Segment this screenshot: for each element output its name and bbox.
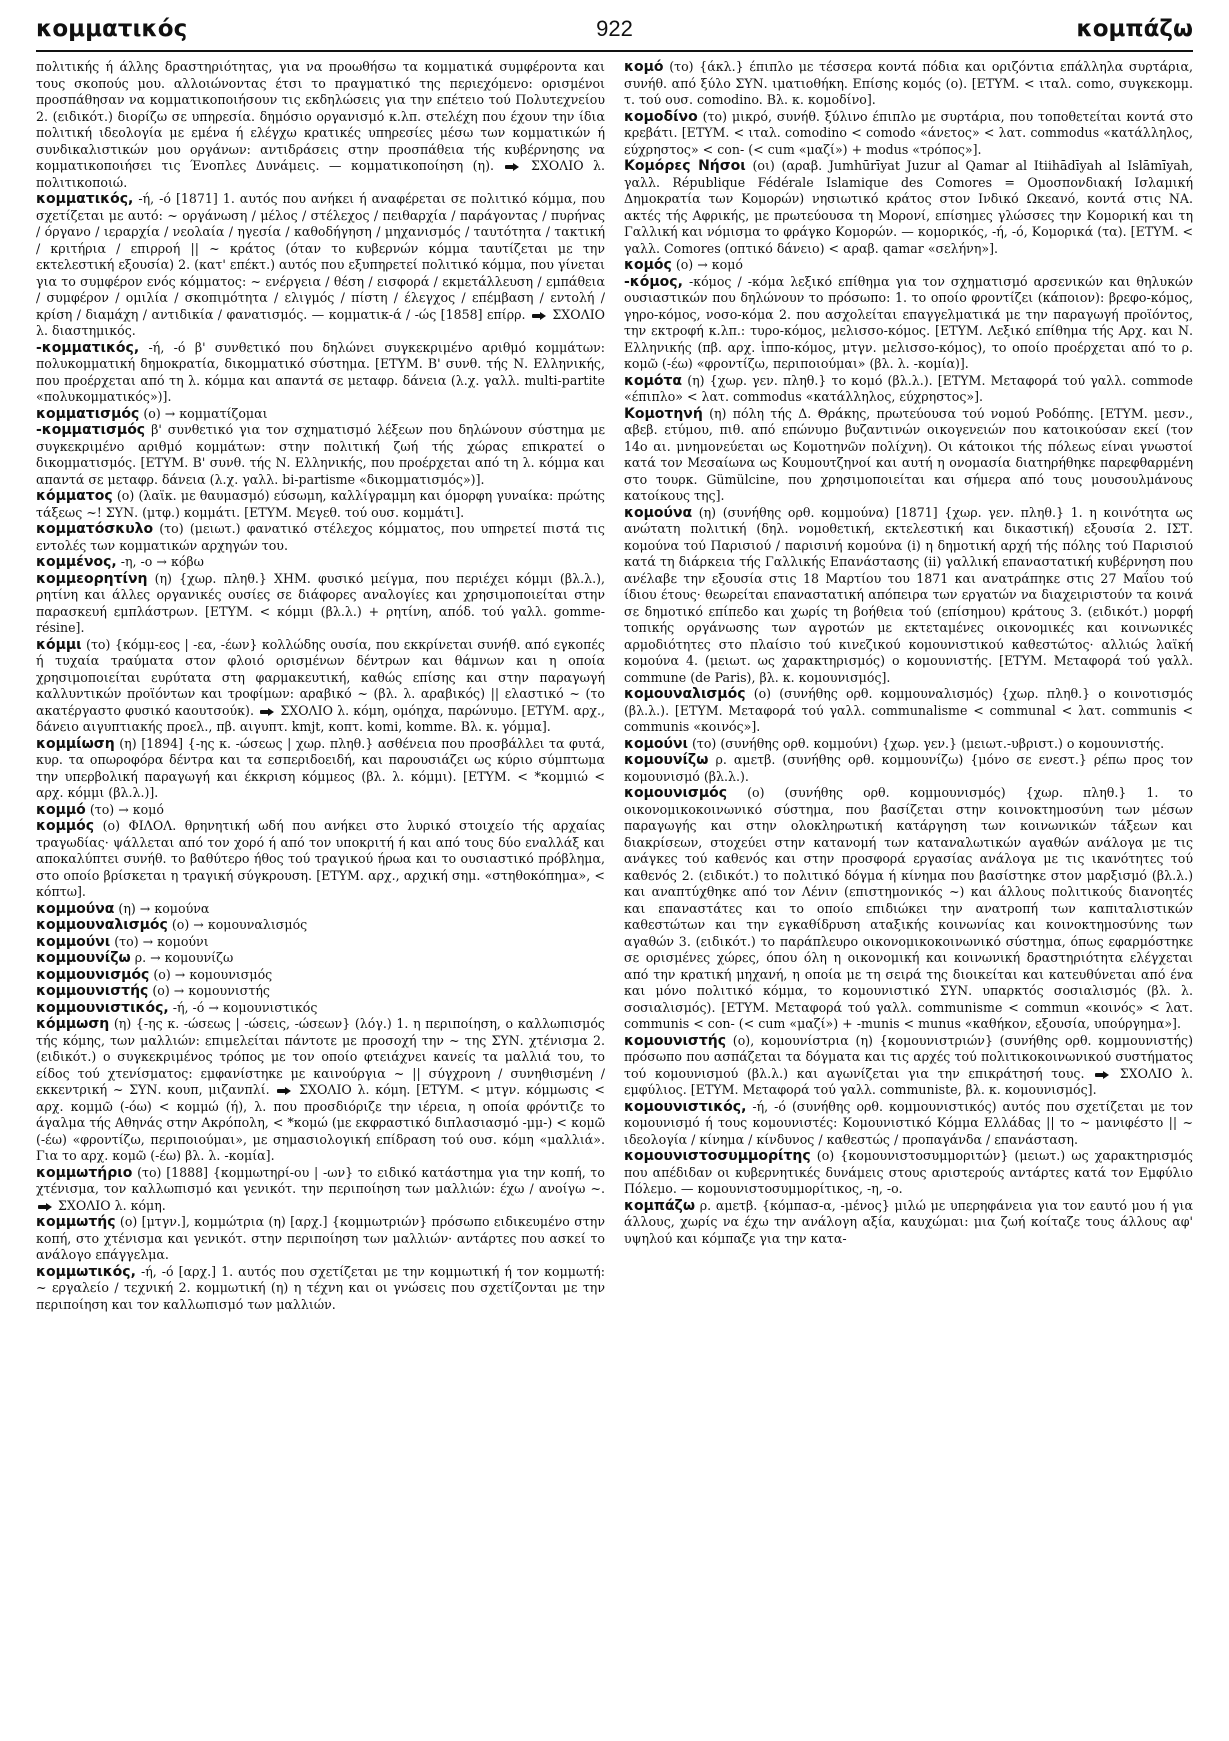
right-column bbox=[624, 59, 1193, 1727]
dictionary-entry bbox=[36, 1165, 605, 1215]
dictionary-entry bbox=[624, 406, 1193, 505]
dictionary-entry bbox=[624, 257, 1193, 274]
entry-headword: κόμμι bbox=[36, 636, 82, 653]
entry-headword: κομμωτήριο bbox=[36, 1164, 133, 1181]
entry-definition: -ή, -ό β' συνθετικό που δηλώνει συγκεκριμένο αριθμό κομμάτων: πολυκομματική δημοκρατία, δικομματικό σύστημα. [ΕΤΥΜ. Β' συνθ. τής Ν. Ελληνικής, που προέρχεται από τη λ. κόμμα και απαντά σε μεταφρ. δάνεια (λ.χ. γαλλ. multi-partite «πολυκομματικός»)]. bbox=[36, 339, 605, 404]
dictionary-entry bbox=[624, 373, 1193, 406]
dictionary-entry bbox=[36, 422, 605, 488]
entry-definition: ρ. → κομουνίζω bbox=[134, 950, 234, 965]
entry-headword: κομμός bbox=[36, 818, 95, 834]
dictionary-entry bbox=[36, 1214, 605, 1264]
entry-definition: (το) {άκλ.} έπιπλο με τέσσερα κοντά πόδια και οριζόντια επάλληλα συρτάρια, συνήθ. από ξύλο ΣΥΝ. ιματιοθήκη. Επίσης κομός (ο). [ΕΤΥΜ. < ιταλ. como, συγκεκομμ. τ. τού ουσ. comodino. Βλ. κ. κομοδίνο]. bbox=[624, 59, 1193, 107]
running-head bbox=[36, 16, 1193, 46]
left-guide-word: κομματικός bbox=[36, 16, 188, 42]
dictionary-entry bbox=[36, 488, 605, 521]
entry-headword: κομμούνι bbox=[36, 933, 111, 950]
entry-definition: (ο) (συνήθης ορθ. κομμουναλισμός) {χωρ. πληθ.} ο κοινοτισμός (βλ.λ.). [ΕΤΥΜ. Μεταφορά τού γαλλ. communalisme < communal < λατ. communis < communis «κοινός»]. bbox=[624, 686, 1193, 734]
dictionary-entry bbox=[624, 1148, 1193, 1198]
entry-definition: (ο), κομουνίστρια (η) {κομουνιστριών} (συνήθης ορθ. κομμουνιστής) πρόσωπο που ασπάζεται τα δόγματα και τις αρχές τού πολιτικοκοινωνικού συστήματος τού κομουνισμού (βλ.λ.) και αγωνίζεται για την επικράτησή τους. ΣΧΟΛΙΟ λ. εμφύλιος. [ΕΤΥΜ. Μεταφορά τού γαλλ. communiste, βλ. κ. κομουνισμός]. bbox=[624, 1032, 1193, 1097]
entry-definition: -η, -ο → κόβω bbox=[120, 554, 204, 569]
dictionary-entry bbox=[624, 59, 1193, 109]
entry-definition: (το) → κομό bbox=[89, 801, 164, 817]
dictionary-entry bbox=[36, 340, 605, 406]
dictionary-entry bbox=[36, 736, 605, 802]
entry-headword: κομό bbox=[624, 59, 664, 75]
dictionary-entry bbox=[36, 950, 605, 967]
entry-definition: (το) (μειωτ.) φανατικό στέλεχος κόμματος, που υπηρετεί πιστά τις εντολές των κομματικών αρχηγών του. bbox=[36, 521, 605, 553]
entry-headword: κομουναλισμός bbox=[624, 686, 746, 702]
entry-definition: (το) μικρό, συνήθ. ξύλινο έπιπλο με συρτάρια, που τοποθετείται κοντά στο κρεβάτι. [ΕΤΥΜ. < ιταλ. comodino < comodo «άνετος» < λατ. commodus «κατάλληλος, εύχρηστος» < con- (< cum «μαζί») + modus «τρόπος»]. bbox=[624, 108, 1193, 157]
dictionary-entry bbox=[624, 1033, 1193, 1099]
entry-headword: κομουνίζω bbox=[624, 752, 709, 768]
dictionary-entry bbox=[36, 983, 605, 1000]
entry-headword: κομμωτικός, bbox=[36, 1263, 136, 1280]
dictionary-entry bbox=[36, 554, 605, 571]
pointing-hand-icon bbox=[38, 1202, 52, 1211]
dictionary-entry bbox=[36, 967, 605, 984]
entry-headword: κομματόσκυλο bbox=[36, 521, 154, 537]
pointing-hand-icon bbox=[532, 311, 546, 320]
entry-definition: (το) [1888] {κομμωτηρί-ου | -ων} το ειδικό κατάστημα για την κοπή, το χτένισμα, τον καλλωπισμό και γενικότ. την περιποίηση των μαλλιών: έχω / ανοίγω ~. ΣΧΟΛΙΟ λ. κόμη. bbox=[36, 1164, 605, 1213]
pointing-hand-icon bbox=[505, 162, 519, 171]
dictionary-entry bbox=[624, 158, 1193, 257]
entry-headword: κομμουνίζω bbox=[36, 950, 131, 966]
dictionary-entry bbox=[36, 191, 605, 340]
entry-definition: πολιτικής ή άλλης δραστηριότητας, για να προωθήσω τα κομματικά συμφέροντα και τους σκοπούς μου. αλλοιώνοντας έτσι το πραγματικό της περιεχόμενο: ορισμένοι προσπάθησαν να κομματικοποιήσουν τις εκδηλώσεις για την επέτειο τού Πολυτεχνείου 2. (ειδικότ.) διορίζω σε υπηρεσία. δημόσιο οργανισμό κ.λπ. στελέχη που έχουν την ίδια πολιτική ιδεολογία με εμένα ή ελέγχω κρατικές υπηρεσίες μέσω των κομματικών ή συνδικαλιστικών μου οργάνων: αντιδράσεις στην προσπάθεια τής κυβέρνησης να κομματικοποιήσει τις Ένοπλες Δυνάμεις. — κομματικοποίηση (η). ΣΧΟΛΙΟ λ. πολιτικοποιώ. bbox=[36, 59, 605, 190]
pointing-hand-icon bbox=[260, 707, 274, 716]
entry-headword: κομμίωση bbox=[36, 735, 115, 752]
entry-definition: (ο) [μτγν.], κομμώτρια (η) [αρχ.] {κομμωτριών} πρόσωπο ειδικευμένο στην κοπή, στο χτένισμα και γενικότ. στην περιποίηση των μαλλιών· αντάρτες που ασκεί το ανάλογο επάγγελμα. bbox=[36, 1214, 605, 1262]
pointing-hand-icon bbox=[277, 1086, 291, 1095]
dictionary-entry bbox=[36, 406, 605, 423]
entry-definition: -ή, -ό → κομουνιστικός bbox=[172, 999, 318, 1015]
entry-definition: (ο) (συνήθης ορθ. κομμουνισμός) {χωρ. πληθ.} 1. το οικονομικοκοινωνικό σύστημα, που βασίζεται στην κοινοκτημοσύνη των μέσων παραγωγής και στην ολοκληρωτική κατάργηση των κοινωνικών τάξεων και διακρίσεων, στοχεύει στην κατανομή των καταναλωτικών αγαθών ανάλογα με τις ανάγκες τού καθενός και στην προσφορά εργασίας ανάλογα με τις ικανότητες τού καθενός 2. (ειδικότ.) το πολιτικό δόγμα ή κίνημα που βασίστηκε στον μαρξισμό (βλ.λ.) και αναπτύχθηκε από τον Λένιν (επιστημονικός ~) και άλλους πολιτικούς διανοητές και επαναστάτες και το οποίο επιδιώκει την ανατροπή των καπιταλιστικών καθεστώτων και την εγκαθίδρυση αταξικής κοινωνίας και κοινοκτημοσύνης των αγαθών 3. (ειδικότ.) το παράπλευρο οικονομικοκοινωνικό σύστημα, όπως εφαρμόστηκε σε ορισμένες χώρες, όπου όλη η οικονομική και κοινωνική δραστηριότητα ελέγχεται από την κρατική μηχανή, η οποία με τη σειρά της διοικείται και κατευθύνεται από ένα και μόνο πολιτικό κόμμα, το κομουνιστικό ΣΥΝ. υπαρκτός σοσιαλισμός (βλ. λ. σοσιαλισμός). [ΕΤΥΜ. Μεταφορά τού γαλλ. communisme < commun «κοινός» < λατ. communis < con- (< cum «μαζί») + -munis < munus «καθήκον, εξουσία, υπούργημα»]. bbox=[624, 785, 1193, 1031]
dictionary-entry bbox=[624, 1099, 1193, 1149]
entry-definition: (το) {κόμμ-εος | -εα, -έων} κολλώδης ουσία, που εκκρίνεται συνήθ. από εγκοπές ή τυχαία τραύματα στον φλοιό ορισμένων δέντρων και θάμνων και η οποία χρησιμοποιείται ευρύτατα στη φαρμακευτική, καθώς επίσης και στην παραγωγή καλλυντικών προϊόντων και τροφίμων: αραβικό ~ (βλ. λ. αραβικός) || ελαστικό ~ (το ακατέργαστο φυσικό καουτσούκ). ΣΧΟΛΙΟ λ. κόμη, ομόηχα, παρώνυμο. [ΕΤΥΜ. αρχ., δάνειο αιγυπτιακής προελ., πβ. αιγυπτ. kmjt, κοπτ. komi, komme. Βλ. κ. γόμμα]. bbox=[36, 636, 605, 734]
entry-headword: -κομματισμός bbox=[36, 422, 146, 438]
entry-headword: κομμό bbox=[36, 801, 86, 818]
entry-definition: (ο) → κομματίζομαι bbox=[143, 405, 268, 421]
left-column bbox=[36, 59, 605, 1727]
dictionary-entry bbox=[36, 1000, 605, 1017]
right-guide-word: κομπάζω bbox=[1076, 16, 1193, 42]
entry-definition: -ή, -ό (συνήθης ορθ. κομμουνιστικός) αυτός που σχετίζεται με τον κομουνισμό ή τους κομουνιστές: Κομουνιστικό Κόμμα Ελλάδας || το ~ μανιφέστο || ~ ιδεολογία / κίνημα / κίνδυνος / καθεστώς / προπαγάνδα / επανάσταση. bbox=[624, 1098, 1193, 1147]
entry-definition: (η) [1894] {-ης κ. -ώσεως | χωρ. πληθ.} ασθένεια που προσβάλλει τα φυτά, κυρ. τα οπωροφόρα δέντρα και τα εσπεριδοειδή, και παρουσιάζει ως κύριο σύμπτωμα την υπερβολική παραγωγή και έκκριση κόμμεος (βλ. λ. κόμμι). [ΕΤΥΜ. < *κομμιώ < αρχ. κόμμι (βλ.λ.)]. bbox=[36, 735, 605, 800]
entry-headword: κομματισμός bbox=[36, 405, 140, 422]
entry-definition: (η) πόλη τής Δ. Θράκης, πρωτεύουσα τού νομού Ροδόπης. [ΕΤΥΜ. μεσν., αβεβ. ετύμου, πιθ. από επώνυμο βυζαντινών οικογενειών που κατοικούσαν εκεί (τον 14ο αι. μνημονεύεται ως Κομοτηνῶν πολίχνη). Οι κάτοικοι τής πόλεως είναι γνωστοί κατά τον Μεσαίωνα ως Κουμουτζηνοί και αυτή η ονομασία διατηρήθηκε παρεφθαρμένη στο τουρκ. Gümülcine, που χρησιμοποιείται και σήμερα από τους μουσουλμάνους κατοίκους της]. bbox=[624, 405, 1193, 503]
dictionary-entry bbox=[624, 505, 1193, 687]
dictionary-entry bbox=[624, 274, 1193, 373]
entry-headword: κομουνιστής bbox=[624, 1032, 727, 1049]
entry-definition: (η) {χωρ. πληθ.} ΧΗΜ. φυσικό μείγμα, που περιέχει κόμμι (βλ.λ.), ρητίνη και άλλες οργανικές ουσίες σε διάφορες αναλογίες και χρησιμοποιείται στην παρασκευή εμπλάστρων. [ΕΤΥΜ. < κόμμι (βλ.λ.) + ρητίνη, απόδ. τού γαλλ. gomme-résine]. bbox=[36, 570, 605, 635]
entry-headword: κομούνι bbox=[624, 735, 688, 752]
entry-headword: κομοδίνο bbox=[624, 108, 698, 125]
dictionary-entry bbox=[624, 752, 1193, 785]
entry-headword: κομότα bbox=[624, 372, 683, 389]
entry-headword: κομμωτής bbox=[36, 1214, 116, 1230]
entry-headword: -κόμος, bbox=[624, 273, 683, 290]
dictionary-entry bbox=[624, 109, 1193, 159]
dictionary-entry bbox=[36, 802, 605, 819]
entry-definition: (το) → κομούνι bbox=[114, 933, 209, 949]
entry-definition: (ο) {κομουνιστοσυμμοριτών} (μειωτ.) ως χαρακτηρισμός που απέδιδαν οι κυβερνητικές δυνάμεις στους αριστερούς αντάρτες κατά τον Εμφύλιο Πόλεμο. — κομουνιστοσυμμορίτικος, -η, -ο. bbox=[624, 1148, 1193, 1196]
entry-definition: (οι) (αραβ. Jumhūrīyat Juzur al Qamar al Itiihādīyah al Islāmīyah, γαλλ. République Fédérale Islamique des Comores = Ομοσπονδιακή Ισλαμική Δημοκρατία των Κομορών) νησιωτικό κράτος στον Ινδικό Ωκεανό, κοντά στις ΝΑ. ακτές τής Αφρικής, με πρωτεύουσα τη Μορονί, επίσημες γλώσσες την Κομορική και τη Γαλλική και νόμισμα το φράγκο Κομορών. — κομορικός, -ή, -ό, Κομορικά (τα). [ΕΤΥΜ. < γαλλ. Comores (οπτικό δάνειο) < αραβ. qamar «σελήνη»]. bbox=[624, 158, 1193, 256]
entry-definition: ρ. αμετβ. (συνήθης ορθ. κομμουνίζω) {μόνο σε ενεστ.} ρέπω προς τον κομουνισμό (βλ.λ.). bbox=[624, 752, 1193, 784]
dictionary-entry bbox=[36, 1264, 605, 1314]
entry-definition: -κόμος / -κόμα λεξικό επίθημα για τον σχηματισμό αρσενικών και θηλυκών ουσιαστικών που δηλώνουν το πρόσωπο: 1. το οποίο φροντίζει (κάποιον): βρεφο-κόμος, γηρο-κόμος, νοσο-κόμα 2. που ασχολείται επαγγελματικά με την παραγωγή προϊόντος, την εκτροφή κ.λπ.: τυρο-κόμος, μελισσο-κόμος. [ΕΤΥΜ. Λεξικό επίθημα τής Αρχ. και Ν. Ελληνικής (πβ. αρχ. ἱππο-κόμος, μτγν. μελισσο-κόμος), το οποίο προέρχεται από το ρ. κομῶ (-έω) «φροντίζω, περιποιούμαι» (βλ. λ. -κομία)]. bbox=[624, 273, 1193, 371]
entry-definition: (ο) → κομό bbox=[675, 257, 743, 272]
entry-headword: κομμένος, bbox=[36, 554, 117, 570]
entry-headword: κομουνιστοσυμμορίτης bbox=[624, 1148, 811, 1164]
entry-headword: κομμουνιστικός, bbox=[36, 999, 169, 1016]
entry-definition: (ο) → κομουναλισμός bbox=[171, 917, 308, 932]
dictionary-entry bbox=[624, 1198, 1193, 1248]
entry-definition: (ο) (λαϊκ. με θαυμασμό) εύσωμη, καλλίγραμμη και όμορφη γυναίκα: πρώτης τάξεως ~! ΣΥΝ. (μτφ.) κομμάτι. [ΕΤΥΜ. Μεγεθ. τού ουσ. κομμάτι]. bbox=[36, 488, 605, 520]
entry-definition: (ο) → κομουνισμός bbox=[153, 966, 273, 982]
pointing-hand-icon bbox=[1095, 1070, 1109, 1079]
entry-headword: κόμματος bbox=[36, 488, 113, 504]
dictionary-entry bbox=[36, 59, 605, 191]
dictionary-entry bbox=[36, 901, 605, 918]
entry-headword: κομμουναλισμός bbox=[36, 917, 168, 933]
dictionary-entry bbox=[36, 637, 605, 736]
entry-headword: κομμουνιστής bbox=[36, 983, 149, 999]
entry-headword: κομός bbox=[624, 257, 672, 273]
entry-headword: κομούνα bbox=[624, 504, 693, 521]
entry-definition: β' συνθετικό για τον σχηματισμό λέξεων που δηλώνουν σύστημα με συγκεκριμένο αριθμό κομμάτων: στην πολιτική ζωή τής χώρας επικρατεί ο δικομματισμός. [ΕΤΥΜ. Β' συνθ. τής Ν. Ελληνικής, που προέρχεται από τη λ. κόμμα και απαντά σε μεταφρ. δάνεια (λ.χ. γαλλ. bi-partisme «δικομματισμός»)]. bbox=[36, 422, 605, 487]
entry-headword: Κομοτηνή bbox=[624, 405, 703, 422]
entry-headword: κομματικός, bbox=[36, 191, 134, 207]
dictionary-entry bbox=[36, 521, 605, 554]
entry-headword: κομμεορητίνη bbox=[36, 570, 148, 587]
entry-definition: -ή, -ό [αρχ.] 1. αυτός που σχετίζεται με την κομμωτική ή τον κομμωτή: ~ εργαλείο / τεχνική 2. κομμωτική (η) η τέχνη και οι γνώσεις που σχετίζονται με την περιποίηση και τον καλλωπισμό των μαλλιών. bbox=[36, 1263, 605, 1312]
entry-definition: -ή, -ό [1871] 1. αυτός που ανήκει ή αναφέρεται σε πολιτικό κόμμα, που σχετίζεται με αυτό: ~ οργάνωση / μέλος / στέλεχος / πειθαρχία / παράγοντας / πυρήνας / όργανο / ιεραρχία / νεολαία / ηγεσία / καθοδήγηση / μηχανισμός / ταυτότητα / τακτική / κριτήρια / επιρροή || ~ κράτος (όταν το κυβερνών κόμμα ταυτίζεται με την εκτελεστική εξουσία) 2. (κατ' επέκτ.) αυτός που εξυπηρετεί πολιτικό κόμμα, που γίνεται για το συμφέρον ενός κόμματος: ~ ενέργεια / θέση / εισφορά / εκμετάλλευση / εμπάθεια / συμφέρον / ομιλία / σκοπιμότητα / ελιγμός / πίστη / έλεγχος / επέμβαση / εντολή / κρίση / διαμάχη / αντιδικία / φανατισμός. — κομματικ-ά / -ώς [1858] επίρρ. ΣΧΟΛΙΟ λ. διαστημικός. bbox=[36, 191, 605, 338]
entry-headword: κομουνισμός bbox=[624, 785, 728, 801]
entry-headword: κομουνιστικός, bbox=[624, 1098, 747, 1115]
entry-definition: (η) → κομούνα bbox=[118, 900, 210, 916]
two-column-body bbox=[36, 59, 1193, 1727]
dictionary-entry bbox=[624, 686, 1193, 736]
entry-definition: (η) (συνήθης ορθ. κομμούνα) [1871] {χωρ. γεν. πληθ.} 1. η κοινότητα ως ανώτατη πολιτική (δηλ. νομοθετική, εκτελεστική και δικαστική) εξουσία 2. ΙΣΤ. κομούνα τού Παρισιού / παρισινή κομούνα (i) η δημοτική αρχή τής πόλης τού Παρισιού κατά τη διάρκεια τής Γαλλικής Επανάστασης (ii) γαλλική επαναστατική κυβέρνηση που ανέλαβε την εξουσία στις 18 Μαρτίου του 1871 και ανατράπηκε στις 27 Μαΐου τού ίδιου έτους· θεωρείται επαναστατική απόπειρα των εργατών να διαχειριστούν τα κοινά σε δημοτικό επίπεδο και χωρίς τη βοήθεια τού (επίσημου) κράτους 3. (ειδικότ.) μορφή τοπικής οργάνωσης των αγροτών με εκτεταμένες οικονομικές και κοινωνικές αρμοδιότητες στο πλαίσιο τού κινεζικού κομουνιστικού καθεστώτος· αλλιώς λαϊκή κομούνα 4. (μειωτ. ως χαρακτηρισμός) ο κομουνιστής. [ΕΤΥΜ. Μεταφορά τού γαλλ. commune (de Paris), βλ. κ. κομουνισμός]. bbox=[624, 504, 1193, 685]
entry-headword: κομμουνισμός bbox=[36, 966, 150, 983]
dictionary-entry bbox=[36, 571, 605, 637]
entry-definition: ρ. αμετβ. {κόμπασ-α, -μένος} μιλώ με υπερηφάνεια για τον εαυτό μου ή για άλλους, χωρίς να έχω την ανάλογη αξία, καυχώμαι: μια ζωή κοίταζε τους άλλους αφ' υψηλού και κόμπαζε για την κατα- bbox=[624, 1197, 1193, 1246]
entry-headword: κόμμωση bbox=[36, 1016, 110, 1032]
entry-headword: κομμούνα bbox=[36, 900, 115, 917]
entry-definition: (ο) → κομουνιστής bbox=[152, 983, 270, 998]
entry-headword: κομπάζω bbox=[624, 1197, 695, 1214]
page-number: 922 bbox=[596, 16, 633, 41]
entry-definition: (ο) ΦΙΛΟΛ. θρηνητική ωδή που ανήκει στο λυρικό στοιχείο τής αρχαίας τραγωδίας· ψάλλεται από τον χορό ή από τον υποκριτή ή και από τους δύο εναλλάξ και αποκαλύπτει συνήθ. το βαθύτερο ήθος τού τραγικού ήρωα και το ουσιαστικό πρόβλημα, στο οποίο βρίσκεται η τραγική σύγκρουση. [ΕΤΥΜ. αρχ., αρχική σημ. «στηθοκόπημα», < κόπτω]. bbox=[36, 818, 605, 899]
entry-definition: (το) (συνήθης ορθ. κομμούνι) {χωρ. γεν.} (μειωτ.-υβριστ.) ο κομουνιστής. bbox=[691, 735, 1165, 751]
entry-headword: -κομματικός, bbox=[36, 339, 140, 356]
header-rule bbox=[36, 50, 1193, 52]
dictionary-entry bbox=[36, 934, 605, 951]
dictionary-entry bbox=[624, 785, 1193, 1033]
dictionary-entry bbox=[36, 1016, 605, 1165]
entry-definition: (η) {-ης κ. -ώσεως | -ώσεις, -ώσεων} (λόγ.) 1. η περιποίηση, ο καλλωπισμός τής κόμης, των μαλλιών: επιμελείται πάντοτε με προσοχή την ~ της ΣΥΝ. χτένισμα 2. (ειδικότ.) ο συγκεκριμένος τρόπος με τον οποίο φτειάχνει κανείς τα μαλλιά του, το είδος τού χτενίσματος: εμφανίστηκε με καινούργια ~ || σύγχρονη / συνηθισμένη / εκκεντρική ~ ΣΥΝ. κουπ, μιζανπλί. ΣΧΟΛΙΟ λ. κόμη. [ΕΤΥΜ. < μτγν. κόμμωσις < αρχ. κομμῶ (-όω) < κομμώ (ή), λ. που προσδιόριζε την ιέρεια, η οποία φρόντιζε το άγαλμα τής Αθηνάς στην Ακρόπολη, < *κομώ (με εκφραστικό διπλασιασμό -μμ-) < κομῶ (-έω) «φροντίζω, περιποιούμαι», με σημασιολογική επίδραση τού ουσ. κόμη «μαλλιά». Για το αρχ. κομῶ (-έω) βλ. λ. -κομία]. bbox=[36, 1016, 605, 1163]
dictionary-entry bbox=[36, 818, 605, 901]
dictionary-entry bbox=[36, 917, 605, 934]
entry-headword: Κομόρες Νήσοι bbox=[624, 158, 746, 174]
dictionary-entry bbox=[624, 736, 1193, 753]
entry-definition: (η) {χωρ. γεν. πληθ.} το κομό (βλ.λ.). [ΕΤΥΜ. Μεταφορά τού γαλλ. commode «έπιπλο» < λατ. commodus «κατάλληλος, εύχρηστος»]. bbox=[624, 372, 1193, 404]
